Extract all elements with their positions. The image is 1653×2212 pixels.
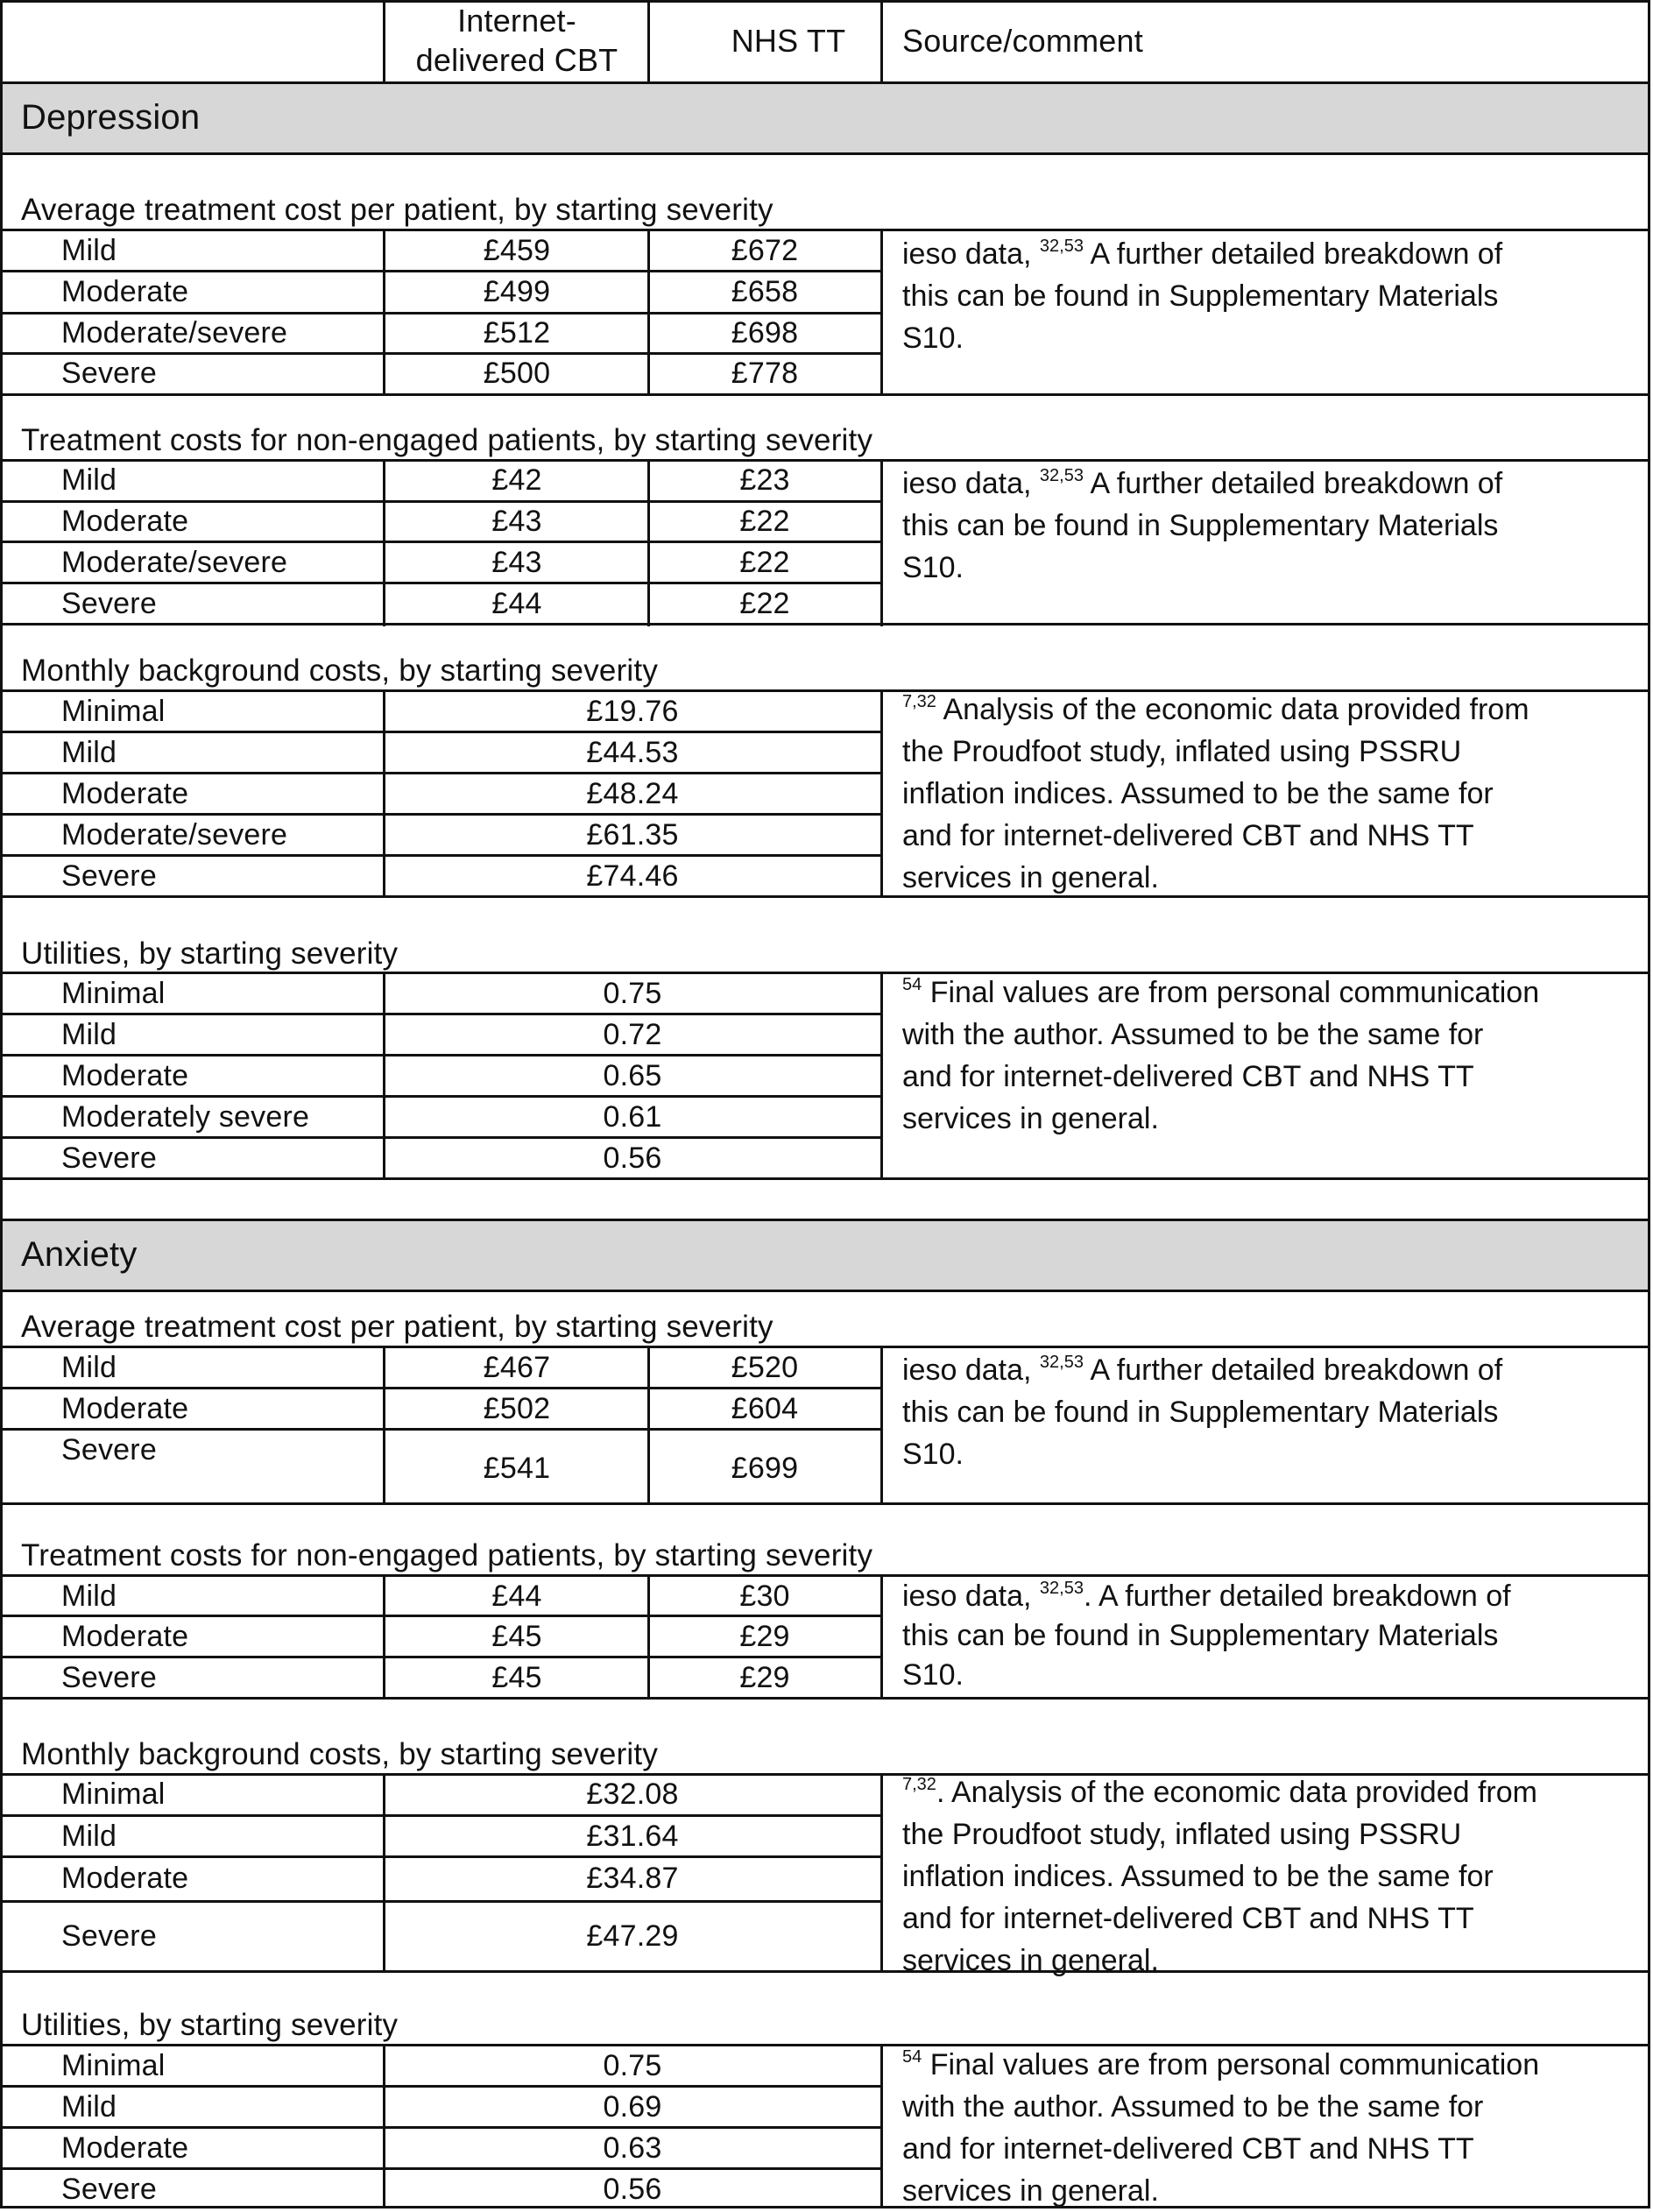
comment-text: services in general. [902,1102,1159,1135]
table-cell-nhs: £658 [731,275,799,308]
comment-text: with the author. Assumed to be the same for [902,2090,1484,2124]
table-cell-internet: £45 [491,1661,542,1694]
dep-avg-row-rule-3 [0,352,883,355]
dep-avg-row-rule-2 [0,312,883,314]
citation-sup: 7,32 [902,1775,936,1794]
table-cell-nhs: £520 [731,1351,799,1384]
anx-avg-vline-3 [880,1346,883,1505]
table-row-label: Minimal [61,695,166,728]
table-row-label: Moderate [61,1059,189,1092]
table-cell-value: 0.75 [603,977,662,1010]
table-row-label: Moderate [61,1392,189,1425]
table-cell-internet: £541 [483,1452,551,1485]
depression-section-band [3,84,1648,152]
citation-sup: 54 [902,2047,922,2067]
dep-ut-vline-3 [880,972,883,1180]
table-row-label: Moderate [61,2131,189,2165]
table-cell-value: 0.56 [603,2173,662,2206]
table-cell-value: £32.08 [586,1777,679,1811]
table-cell-internet: £44 [491,587,542,620]
comment-text: services in general. [902,861,1159,894]
table-cell-nhs: £29 [739,1620,790,1653]
comment-text: ieso data, [902,237,1040,271]
comment-text: A further detailed breakdown of [1083,1353,1503,1387]
anxiety-band-rule [0,1290,1650,1292]
table-cell-value: £31.64 [586,1820,679,1853]
table-cell-value: 0.65 [603,1059,662,1092]
table-row-label: Mild [61,1351,117,1384]
dep-ut-bottom-rule [0,1177,1650,1180]
citation-sup: 54 [902,975,922,994]
table-row-label: Severe [61,2173,157,2206]
citation-sup: 32,53 [1039,1353,1084,1372]
dep-ut-row-rule-2 [0,1054,883,1057]
anx-bg-row-rule-3 [0,1900,883,1903]
anx-avg-vline-2 [647,1346,650,1505]
table-row-label: Severe [61,1919,157,1953]
anx-nonengaged-title: Treatment costs for non-engaged patients, by starting severity [21,1538,873,1572]
depression-section-title: Depression [21,98,201,137]
dep-bg-vline-3 [880,689,883,898]
dep-avg-bottom-rule [0,393,1650,396]
dep-ut-row-rule-1 [0,1013,883,1015]
comment-text: this can be found in Supplementary Materials [902,1396,1499,1429]
anx-ut-row-rule-2 [0,2126,883,2129]
table-cell-nhs: £778 [731,357,799,390]
table-row-label: Mild [61,463,117,497]
comment-text: A further detailed breakdown of [1083,237,1503,271]
table-row-label: Minimal [61,2049,166,2082]
anx-ut-row-rule-3 [0,2167,883,2170]
table-cell-internet: £467 [483,1351,551,1384]
table-cell-internet: £500 [483,357,551,390]
dep-ne-row-rule-3 [0,582,883,584]
comment-text: and for internet-delivered CBT and NHS TT [902,1060,1474,1093]
citation-sup: 32,53 [1039,237,1084,256]
table-cell-nhs: £699 [731,1452,799,1485]
table-cell-internet: £44 [491,1579,542,1613]
comment-text: and for internet-delivered CBT and NHS TT [902,1902,1474,1935]
dep-background-title: Monthly background costs, by starting severity [21,654,659,688]
anx-ne-vline-2 [647,1574,650,1700]
comment-text: services in general. [902,1944,1159,1977]
table-cell-internet: £499 [483,275,551,308]
table-cell-nhs: £30 [739,1579,790,1613]
comment-text: inflation indices. Assumed to be the same for [902,777,1494,810]
table-cell-value: £47.29 [586,1919,679,1953]
table-cell-nhs: £29 [739,1661,790,1694]
table-row-label: Moderate [61,1620,189,1653]
table-cell-internet: £512 [483,316,551,350]
dep-ne-bottom-rule [0,623,1650,625]
table-row-label: Moderate [61,777,189,810]
table-row-label: Minimal [61,977,166,1010]
dep-utilities-title: Utilities, by starting severity [21,936,399,971]
table-cell-internet: £502 [483,1392,551,1425]
table-row-label: Moderate [61,1862,189,1895]
comment-text: S10. [902,322,964,355]
table-row-label: Moderate [61,505,189,538]
comment-text: . Analysis of the economic data provided from [936,1776,1537,1809]
anx-bg-vline-3 [880,1773,883,1973]
dep-nonengaged-title: Treatment costs for non-engaged patients, by starting severity [21,423,873,457]
comment-text: services in general. [902,2174,1159,2208]
citation-sup: 32,53 [1039,466,1084,485]
table-cell-internet: £45 [491,1620,542,1653]
dep-avg-row-rule-1 [0,270,883,272]
table-row-label: Moderate [61,275,189,308]
anx-avg-top-rule [0,1346,1650,1348]
table-cell-internet: £459 [483,234,551,267]
dep-ut-comment [902,972,1653,1140]
table-row-label: Minimal [61,1777,166,1811]
table-cell-value: 0.75 [603,2049,662,2082]
table-cell-internet: £42 [491,463,542,497]
anx-avg-comment [902,1349,1653,1475]
table-cell-value: £19.76 [586,695,679,728]
table-row-label: Severe [61,859,157,893]
table-cell-internet: £43 [491,505,542,538]
dep-ne-row-rule-1 [0,500,883,503]
table-cell-nhs: £22 [739,505,790,538]
anx-ut-row-rule-1 [0,2085,883,2088]
header-internet-line2: delivered CBT [415,42,618,78]
comment-text: ieso data, [902,1353,1040,1387]
comment-text: this can be found in Supplementary Materials [902,1619,1499,1652]
table-row-label: Mild [61,2090,117,2124]
table-cell-nhs: £672 [731,234,799,267]
comment-text: Analysis of the economic data provided from [936,693,1529,726]
dep-avg-cost-title: Average treatment cost per patient, by starting severity [21,193,774,227]
table-row-label: Mild [61,234,117,267]
dep-ut-row-rule-3 [0,1095,883,1098]
comment-text: . A further detailed breakdown of [1083,1579,1511,1613]
dep-bg-row-rule-1 [0,731,883,733]
table-cell-nhs: £23 [739,463,790,497]
anx-avg-bottom-rule [0,1502,1650,1505]
table-cell-value: 0.63 [603,2131,662,2165]
anx-ne-vline-1 [383,1574,385,1700]
anx-bg-row-rule-2 [0,1855,883,1858]
anx-ne-row-rule-1 [0,1615,883,1617]
table-cell-value: £74.46 [586,859,679,893]
table-cell-value: £44.53 [586,736,679,769]
dep-ut-vline-1 [383,972,385,1180]
anx-utilities-title: Utilities, by starting severity [21,2008,399,2042]
comment-text: inflation indices. Assumed to be the same for [902,1860,1494,1893]
citation-sup: 7,32 [902,692,936,711]
anx-avg-row-rule-1 [0,1387,883,1389]
comment-text: with the author. Assumed to be the same for [902,1018,1484,1051]
dep-ne-top-rule [0,459,1650,462]
dep-bg-row-rule-2 [0,772,883,774]
anxiety-section-title: Anxiety [21,1235,138,1274]
depression-band-rule [0,152,1650,155]
anx-bg-comment [902,1771,1653,1982]
comment-text: and for internet-delivered CBT and NHS TT [902,2132,1474,2166]
table-row-label: Moderate/severe [61,546,288,579]
comment-text: this can be found in Supplementary Materials [902,279,1499,313]
comment-text: S10. [902,1438,964,1471]
dep-bg-row-rule-3 [0,813,883,816]
table-row-label: Mild [61,1018,117,1051]
header-divider-3 [880,0,883,83]
anx-background-title: Monthly background costs, by starting severity [21,1737,659,1771]
anx-ne-bottom-rule [0,1697,1650,1700]
table-cell-nhs: £22 [739,546,790,579]
citation-sup: 32,53 [1039,1579,1084,1598]
table-row-label: Moderate/severe [61,818,288,852]
table-cell-value: 0.61 [603,1100,662,1134]
header-nhs-tt: NHS TT [731,23,846,59]
comment-text: Final values are from personal communication [922,976,1540,1009]
table-row-label: Severe [61,1433,157,1466]
dep-avg-top-rule [0,229,1650,231]
anx-bg-row-rule-1 [0,1814,883,1817]
table-cell-value: £48.24 [586,777,679,810]
table-cell-nhs: £604 [731,1392,799,1425]
anx-avg-vline-1 [383,1346,385,1505]
comment-text: ieso data, [902,467,1040,500]
comment-text: this can be found in Supplementary Materials [902,509,1499,542]
table-row-label: Mild [61,736,117,769]
comment-text: ieso data, [902,1579,1040,1613]
dep-bg-comment [902,689,1653,899]
dep-ne-row-rule-2 [0,541,883,543]
dep-bg-row-rule-4 [0,854,883,857]
table-cell-value: 0.56 [603,1141,662,1175]
table-row-label: Severe [61,1141,157,1175]
comment-text: S10. [902,551,964,584]
table-row-label: Mild [61,1579,117,1613]
table-cell-value: 0.72 [603,1018,662,1051]
comment-text: the Proudfoot study, inflated using PSSRU [902,735,1462,768]
header-internet-line1: Internet- [457,3,576,39]
comment-text: Final values are from personal communication [922,2048,1540,2081]
comment-text: and for internet-delivered CBT and NHS TT [902,819,1474,852]
table-cell-nhs: £22 [739,587,790,620]
dep-avg-comment [902,233,1653,359]
anx-bg-vline-1 [383,1773,385,1973]
anxiety-section-band [3,1221,1648,1290]
table-row-label: Severe [61,1661,157,1694]
anx-ne-vline-3 [880,1574,883,1700]
table-row-label: Moderately severe [61,1100,310,1134]
dep-ne-comment [902,463,1653,589]
anx-ne-comment [902,1577,1653,1695]
comment-text: the Proudfoot study, inflated using PSSRU [902,1818,1462,1851]
table-row-label: Moderate/severe [61,316,288,350]
table-row-label: Mild [61,1820,117,1853]
table-cell-internet: £43 [491,546,542,579]
dep-ut-row-rule-4 [0,1136,883,1139]
anx-ne-row-rule-2 [0,1656,883,1658]
table-row-label: Severe [61,357,157,390]
header-divider-2 [647,0,650,83]
comment-text: S10. [902,1658,964,1692]
anx-avg-cost-title: Average treatment cost per patient, by starting severity [21,1310,774,1344]
table-cell-value: £34.87 [586,1862,679,1895]
anx-avg-row-rule-2 [0,1428,883,1431]
table-cell-value: £61.35 [586,818,679,852]
comment-text: A further detailed breakdown of [1083,467,1503,500]
dep-bg-vline-1 [383,689,385,898]
anx-ut-comment [902,2044,1653,2212]
header-divider-1 [383,0,385,83]
table-cell-nhs: £698 [731,316,799,350]
header-source-comment: Source/comment [902,23,1143,59]
table-cell-value: 0.69 [603,2090,662,2124]
table-row-label: Severe [61,587,157,620]
